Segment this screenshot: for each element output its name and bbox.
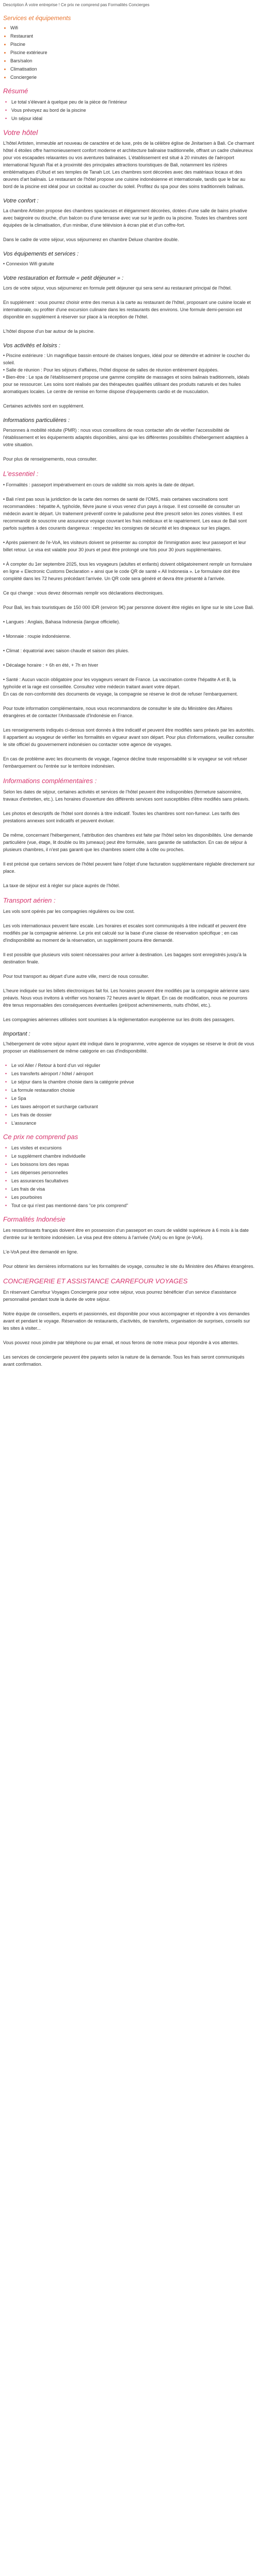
- transport-text-4: Pour tout transport au départ d'une autre ville, merci de nous consulter.: [3, 974, 149, 979]
- not-included-item: • Les visites et excursions: [5, 1144, 255, 1151]
- formalites-text-2: L'e-VoA peut être demandé en ligne.: [3, 1249, 78, 1255]
- activites-text-2: Certaines activités sont en supplément.: [3, 403, 85, 409]
- hotel-heading: Votre hôtel: [3, 128, 38, 137]
- restauration-text: Lors de votre séjour, vous séjournerez en formule petit déjeuner qui sera servi au restaurant principal de l'hôtel.: [3, 285, 232, 291]
- not-included-item: • Tout ce qui n'est pas mentionné dans "ce prix comprend": [5, 1202, 255, 1209]
- restauration-heading: Votre restauration et formule « petit déjeuner » :: [3, 275, 124, 281]
- resume-item: • Vous prévoyez au bord de la piscine: [5, 107, 255, 114]
- service-item: • Piscine: [10, 41, 255, 48]
- complement-text-3: De même, concernant l'hébergement, l'attribution des chambres est faite par l'hôtel selon les disponibilités. Une demande particulière (vue, étage, lit double ou lits jumeaux) peut être formulée, sans garantie de satisfaction. En cas de séjour à plusieurs chambres, il n'est pas garanti que les chambres soient côte à côte ou proches.: [3, 833, 253, 852]
- included-list: [3, 1062, 255, 1127]
- concierge-text-4: Les services de conciergerie peuvent être payants selon la nature de la demande. Tous les frais seront communiqués avant confirmation.: [3, 1354, 245, 1367]
- reglement-text: Les renseignements indiqués ci-dessus sont donnés à titre indicatif et peuvent être modifiés sans préavis par les autorités. Il appartient au voyageur de vérifier les formalités en vigueur avant son départ. Pour plus d'informations, veuillez consulter le site officiel du gouvernement indonésien ou contacter votre agence de voyages.: [3, 727, 255, 747]
- service-item: • Piscine extérieure: [10, 49, 255, 56]
- concierge-text-3: Vous pouvez nous joindre par téléphone ou par email, et nous ferons de notre mieux pour répondre à vos attentes.: [3, 1340, 239, 1345]
- infos-text: Personnes à mobilité réduite (PMR) : nous vous conseillons de nous contacter afin de vérifier l'accessibilité de l'établissement et les équipements adaptés disponibles, ainsi que les différentes possibilités d'hébergement adaptées à votre situation.: [3, 428, 248, 447]
- services-list: [3, 24, 255, 81]
- formalites-text-3: Pour obtenir les dernières informations sur les formalités de voyage, consultez le site du Ministère des Affaires étrangères.: [3, 1264, 255, 1269]
- not-included-item: • Les boissons lors des repas: [5, 1161, 255, 1168]
- not-included-item: • Les dépenses personnelles: [5, 1169, 255, 1176]
- confort-text: La chambre Artisten propose des chambres spacieuses et élégamment décorées, dotées d'une salle de bains privative avec baignoire ou douche, d'un balcon ou d'une terrasse avec vue sur le jardin ou la piscine. Toutes les chambres sont équipées de la climatisation, d'un minibar, d'une télévision à écran plat et d'un coffre-fort.: [3, 208, 247, 228]
- intro-text: Description À votre entreprise ! Ce prix ne comprend pas Formalités Concierges: [3, 3, 150, 7]
- decalage-text: • Décalage horaire : + 6h en été, + 7h en hiver: [3, 663, 99, 668]
- resume-item: • Un séjour idéal: [5, 115, 255, 122]
- reglement-text-2: En cas de problème avec les documents de voyage, l'agence décline toute responsabilité si le voyageur se voit refuser l'embarquement ou l'entrée sur le territoire indonésien.: [3, 756, 247, 769]
- equipments-heading: Vos équipements et services :: [3, 251, 79, 257]
- formalites-text: Les ressortissants français doivent être en possession d'un passeport en cours de validité supérieure à 6 mois à la date d'entrée sur le territoire indonésien. Le visa peut être obtenu à l'arrivée (VoA) ou en ligne (e-VoA).: [3, 1228, 249, 1240]
- formalites-heading: Formalités Indonésie: [3, 1215, 66, 1223]
- not-included-list: [3, 1144, 255, 1209]
- transport-heading: Transport aérien :: [3, 896, 56, 904]
- sante-text-2: Pour toute information complémentaire, nous vous recommandons de consulter le site du Ministère des Affaires étrangères et de contacter l'Ambassade d'Indonésie en France.: [3, 706, 233, 718]
- important-text: L'hébergement de votre séjour ayant été indiqué dans le programme, votre agence de voyages se réserve le droit de vous proposer un établissement de même catégorie en cas d'indisponibilité.: [3, 1041, 254, 1054]
- not-included-heading: Ce prix ne comprend pas: [3, 1133, 78, 1141]
- climat-text: • Climat : équatorial avec saison chaude et saison des pluies.: [3, 648, 130, 653]
- complement-heading: Informations complémentaires :: [3, 777, 97, 785]
- essentiel-text-2: • Bali n'est pas sous la juridiction de la carte des normes de santé de l'OMS, mais certaines vaccinations sont recommandées : hépatite A, typhoïde, fièvre jaune si vous venez d'un pays à risque. Il est conseillé de consulter un médecin avant le départ. Un traitement préventif contre le paludisme peut être prescrit selon les zones visitées. Il est recommandé de souscrire une assurance voyage couvrant les frais médicaux et le rapatriement. Les eaux de Bali sont parfois sujettes à des courants dangereux : respectez les consignes de sécurité et les drapeaux sur les plages.: [3, 497, 247, 531]
- resume-list: [3, 98, 255, 122]
- service-item: • Restaurant: [10, 32, 255, 40]
- infos-text-2: Pour plus de renseignements, nous consulter.: [3, 456, 98, 462]
- hotel-text: L'hôtel Artisten, immeuble art nouveau de caractère et de luxe, près de la célèbre église de Jinitarisen à Bali. Ce charmant hôtel 4 étoiles offre harmonieusement confort moderne et architecture balinaise traditionnelle, offrant un cadre chaleureux pour vos escapades relaxantes ou vos aventures balinaises. L'établissement est situé à 20 minutes de l'aéroport international Ngurah Rai et à proximité des principales attractions touristiques de Bali, notamment les rizières emblématiques d'Ubud et ses temples de Tanah Lot. Les chambres sont décorées avec des matériaux locaux et des œuvres d'art balinais. Le restaurant de l'hôtel propose une cuisine indonésienne et internationale, tandis que le bar au bord de la piscine est idéal pour un cocktail au coucher du soleil. Profitez du spa pour des soins traditionnels balinais.: [3, 141, 254, 189]
- concierge-heading: CONCIERGERIE ET ASSISTANCE CARREFOUR VOYAGES: [3, 1277, 188, 1285]
- essentiel-text-4: • À compter du 1er septembre 2025, tous les voyageurs (adultes et enfants) doivent obligatoirement remplir un formulaire en ligne « Electronic Customs Declaration » ainsi que le code QR de santé « All Indonesia ». Le formulaire doit être complété dans les 72 heures précédant l'arrivée. Un QR code sera généré et devra être présenté à l'arrivée.: [3, 562, 252, 581]
- included-item: • Le séjour dans la chambre choisie dans la catégorie prévue: [5, 1078, 255, 1086]
- included-item: • Les frais de dossier: [5, 1111, 255, 1118]
- essentiel-text-3: • Après paiement de l'e-VoA, les visiteurs doivent se présenter au comptoir de l'immigration avec leur passeport et leur billet retour. Le visa est valable pour 30 jours et peut être prolongé une fois pour 30 jours supplémentaires.: [3, 540, 246, 552]
- essentiel-text: • Formalités : passeport impérativement en cours de validité six mois après la date de départ.: [3, 482, 195, 487]
- resume-item: • Le total s'élevant à quelque peu de la pièce de l'intérieur: [5, 98, 255, 106]
- service-item: • Wifi: [10, 24, 255, 31]
- transport-text-5: L'heure indiquée sur les billets électroniques fait foi. Les horaires peuvent être modifiés par la compagnie aérienne sans préavis. Nous vous invitons à vérifier vos horaires 72 heures avant le départ. En cas de modification, nous ne pourrons être tenus responsables des conséquences éventuelles (pré/post acheminements, nuits d'hôtel, etc.).: [3, 988, 249, 1008]
- activites-text: • Piscine extérieure : Un magnifique bassin entouré de chaises longues, idéal pour se détendre et admirer le coucher du soleil. • Salle de réunion : Pour les séjours d'affaires, l'hôtel dispose de salles de réunion entièrement équipées. • Bien-être : Le spa de l'établissement propose une gamme complète de massages et soins balinais traditionnels, idéals pour se ressourcer. Les soins sont réalisés par des thérapeutes qualifiés utilisant des produits naturels et des huiles aromatiques locales. Le centre de remise en forme dispose d'équipements cardio et de musculation.: [3, 353, 250, 394]
- service-item: • Bars/salon: [10, 57, 255, 64]
- confort-heading: Votre confort :: [3, 198, 39, 204]
- essentiel-text-5: Ce qui change : vous devez désormais remplir vos déclarations électroniques.: [3, 590, 164, 596]
- activites-heading: Vos activités et loisirs :: [3, 343, 60, 349]
- transport-text-2: Les vols internationaux peuvent faire escale. Les horaires et escales sont communiqués à titre indicatif et peuvent être modifiés par la compagnie aérienne. Le prix est calculé sur la base d'une classe de réservation spécifique ; en cas d'indisponibilité au moment de la réservation, un supplément pourra être demandé.: [3, 923, 247, 943]
- confort-text-2: Dans le cadre de votre séjour, vous séjournerez en chambre Deluxe chambre double.: [3, 237, 179, 242]
- complement-text-5: La taxe de séjour est à régler sur place auprès de l'hôtel.: [3, 883, 120, 888]
- important-heading: Important :: [3, 1031, 30, 1037]
- monnaie-text: • Monnaie : roupie indonésienne.: [3, 634, 71, 639]
- restauration-text-3: L'hôtel dispose d'un bar autour de la piscine.: [3, 329, 95, 334]
- infos-heading: Informations particulières :: [3, 417, 70, 423]
- included-item: • La formule restauration choisie: [5, 1087, 255, 1094]
- complement-text-4: Il est précisé que certains services de l'hôtel peuvent faire l'objet d'une facturation supplémentaire réglable directement sur place.: [3, 861, 255, 874]
- not-included-item: • Les assurances facultatives: [5, 1177, 255, 1184]
- restauration-text-2: En supplément : vous pourrez choisir entre des menus à la carte au restaurant de l'hôtel, proposant une cuisine locale et internationale, ou profiter d'une excursion culinaire dans les restaurants des environs. Une formule demi-pension est disponible en supplément à réserver sur place à la réception de l'hôtel.: [3, 300, 251, 319]
- services-heading: Services et équipements: [3, 14, 71, 22]
- included-item: • Le Spa: [5, 1095, 255, 1102]
- concierge-text-2: Notre équipe de conseillers, experts et passionnés, est disponible pour vous accompagner et répondre à vos demandes avant et pendant le voyage. Réservation de restaurants, d'activités, de transferts, organisation de surprises, conseils sur les sites à visiter...: [3, 1311, 250, 1331]
- resume-heading: Résumé: [3, 87, 28, 95]
- essentiel-text-6: Pour Bali, les frais touristiques de 150 000 IDR (environ 9€) par personne doivent être réglés en ligne sur le site Love Bali.: [3, 605, 254, 610]
- not-included-item: • Le supplément chambre individuelle: [5, 1153, 255, 1160]
- service-item: • Climatisation: [10, 65, 255, 73]
- service-item: • Conciergerie: [10, 74, 255, 81]
- transport-text: Les vols sont opérés par les compagnies régulières ou low cost.: [3, 909, 135, 914]
- included-item: • Les taxes aéroport et surcharge carburant: [5, 1103, 255, 1110]
- sante-text: • Santé : Aucun vaccin obligatoire pour les voyageurs venant de France. La vaccination contre l'hépatite A et B, la typhoïde et la rage est conseillée. Consultez votre médecin traitant avant votre départ. En cas de non-conformité des documents de voyage, la compagnie se réserve le droit de refuser l'embarquement.: [3, 677, 238, 697]
- not-included-item: • Les pourboires: [5, 1194, 255, 1201]
- transport-text-6: Les compagnies aériennes utilisées sont soumises à la réglementation européenne sur les droits des passagers.: [3, 1017, 235, 1022]
- complement-text-2: Les photos et descriptifs de l'hôtel sont donnés à titre indicatif. Toutes les chambres sont non-fumeur. Les tarifs des prestations annexes sont indicatifs et peuvent évoluer.: [3, 811, 240, 823]
- complement-text: Selon les dates de séjour, certaines activités et services de l'hôtel peuvent être indisponibles (fermeture saisonnière, travaux d'entretien, etc.). Les horaires d'ouverture des différents services sont susceptibles d'être modifiés sans préavis.: [3, 789, 250, 802]
- included-item: • Les transferts aéroport / hôtel / aéroport: [5, 1070, 255, 1077]
- essentiel-heading: L'essentiel :: [3, 470, 39, 478]
- transport-text-3: Il est possible que plusieurs vols soient nécessaires pour arriver à destination. Les bagages sont enregistrés jusqu'à la destination finale.: [3, 952, 247, 964]
- equipments-text: • Connexion Wifi gratuite: [3, 261, 54, 266]
- included-item: • Le vol Aller / Retour à bord d'un vol régulier: [5, 1062, 255, 1069]
- not-included-item: • Les frais de visa: [5, 1185, 255, 1193]
- included-item: • L'assurance: [5, 1120, 255, 1127]
- langues-text: • Langues : Anglais, Bahasa Indonesia (langue officielle).: [3, 619, 120, 624]
- concierge-text: En réservant Carrefour Voyages Conciergerie pour votre séjour, vous pourrez bénéficier d'un service d'assistance personnalisé pendant toute la durée de votre séjour.: [3, 1290, 237, 1302]
